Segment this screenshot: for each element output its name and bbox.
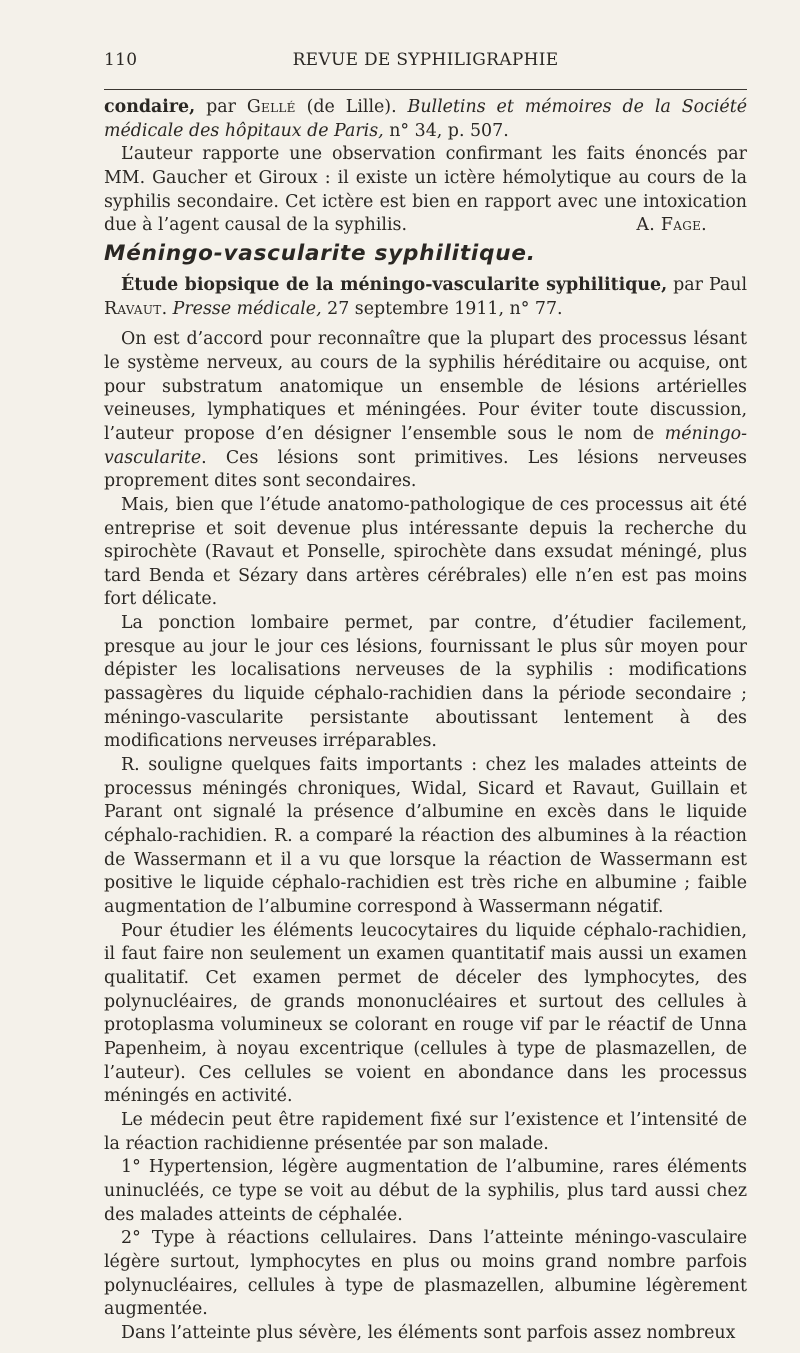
entry1-abstract-text: L’auteur rapporte une observation confirmant les faits énoncés par MM. Gaucher et Giroux : il existe un ictère hémolytique au cours de la syphilis secondaire. Cet ictère est bien en rapport avec une intoxication due à l’agent causal de la syphilis.: [104, 144, 747, 236]
entry1-author-place: (de Lille).: [295, 97, 408, 117]
paragraph-1-term: méningo-vascularite: [104, 423, 747, 468]
paragraph-5: Pour étudier les éléments leucocytaires du liquide céphalo-rachidien, il faut faire non seulement un examen quantitatif mais aussi un examen qualitatif. Cet examen permet de déceler des lymphocytes, des polynucléaires, de grands mononucléaires et surtout des cellules à protoplasma volumineux se colorant en rouge vif par le réactif de Unna Papenheim, à noyau excentrique (cellules à type de plasmazellen, de l’auteur). Ces cellules se voient en abondance dans les processus méningés en activité.: [104, 920, 747, 1107]
entry1-citation: n° 34, p. 507.: [383, 120, 509, 141]
paragraph-4: R. souligne quelques faits importants : chez les malades atteints de processus méningés chroniques, Widal, Sicard et Ravaut, Guillain et Parant ont signalé la présence d’albumine en excès dans le liquide céphalo-rachidien. R. a comparé la réaction des albumines à la réaction de Wassermann et il a vu que lorsque la réaction de Wassermann est positive le liquide céphalo-rachidien est très riche en albumine ; faible augmentation de l’albumine correspond à Wassermann négatif.: [104, 755, 747, 917]
entry1-abstract: [104, 143, 747, 238]
paragraph-6: Le médecin peut être rapidement fixé sur l’existence et l’intensité de la réaction rachidienne présentée par son malade.: [104, 1109, 747, 1154]
entry1-reference: [104, 96, 747, 143]
entry1-author: Gellé: [246, 97, 296, 117]
paragraph-1: [104, 328, 747, 494]
paragraph-1-text-end: . Ces lésions sont primitives. Les lésions nerveuses proprement dites sont secondaires.: [104, 447, 747, 492]
paragraph-8: 2° Type à réactions cellulaires. Dans l’atteinte méningo-vasculaire légère surtout, lymphocytes en plus ou moins grand nombre parfois polynucléaires, cellules à type de plasmazellen, albumine légèrement augmentée.: [104, 1228, 747, 1320]
entry2-sep: .: [161, 298, 173, 319]
paragraph-2: Mais, bien que l’étude anatomo-pathologique de ces processus ait été entreprise et soit devenue plus intéressante depuis la recherche du spirochète (Ravaut et Ponselle, spirochète dans exsudat méningé, plus tard Benda et Sézary dans artères cérébrales) elle n’en est pas moins fort délicate.: [104, 494, 747, 610]
paragraph-1-text: On est d’accord pour reconnaître que la plupart des processus lésant le système nerveux, au cours de la syphilis héréditaire ou acquise, ont pour substratum anatomique un ensemble de lésions artérielles veineuses, lymphatiques et méningées. Pour éviter toute discussion, l’auteur propose d’en désigner l’ensemble sous le nom de: [104, 329, 747, 444]
entry2-title: Étude biopsique de la méningo-vascularite syphilitique,: [121, 274, 668, 295]
header-rule: [104, 89, 747, 90]
entry2-citation: 27 septembre 1911, n° 77.: [321, 298, 563, 319]
entry1-signature: A. Fage.: [636, 215, 707, 236]
body-text: [104, 96, 747, 1345]
entry1-title-end: condaire,: [104, 97, 196, 117]
paragraph-9: Dans l’atteinte plus sévère, les éléments sont parfois assez nombreux: [121, 1322, 736, 1343]
entry2-reference: [104, 274, 747, 321]
entry2-author: Ravaut: [104, 298, 162, 319]
entry1-by: par: [195, 97, 247, 117]
entry2-source: Presse médicale,: [172, 298, 322, 319]
page-number: 110: [104, 50, 138, 70]
section-title: Méningo-vascularite syphilitique.: [104, 240, 536, 266]
journal-title: REVUE DE SYPHILIGRAPHIE: [292, 50, 559, 70]
paragraph-3: La ponction lombaire permet, par contre, d’étudier facilement, presque au jour le jour ces lésions, fournissant le plus sûr moyen pour dépister les localisations nerveuses de la syphilis : modifications passagères du liquide céphalo-rachidien dans la période secondaire ; méningo-vascularite persistante aboutissant lentement à des modifications nerveuses irréparables.: [104, 613, 747, 752]
paragraph-7: 1° Hypertension, légère augmentation de l’albumine, rares éléments uninucléés, ce type se voit au début de la syphilis, plus tard aussi chez des malades atteints de céphalée.: [104, 1157, 747, 1225]
running-head: [104, 50, 747, 74]
entry2-by: par Paul: [667, 274, 748, 295]
entry1-source: Bulletins et mémoires de la Société médicale des hôpitaux de Paris,: [104, 97, 747, 141]
